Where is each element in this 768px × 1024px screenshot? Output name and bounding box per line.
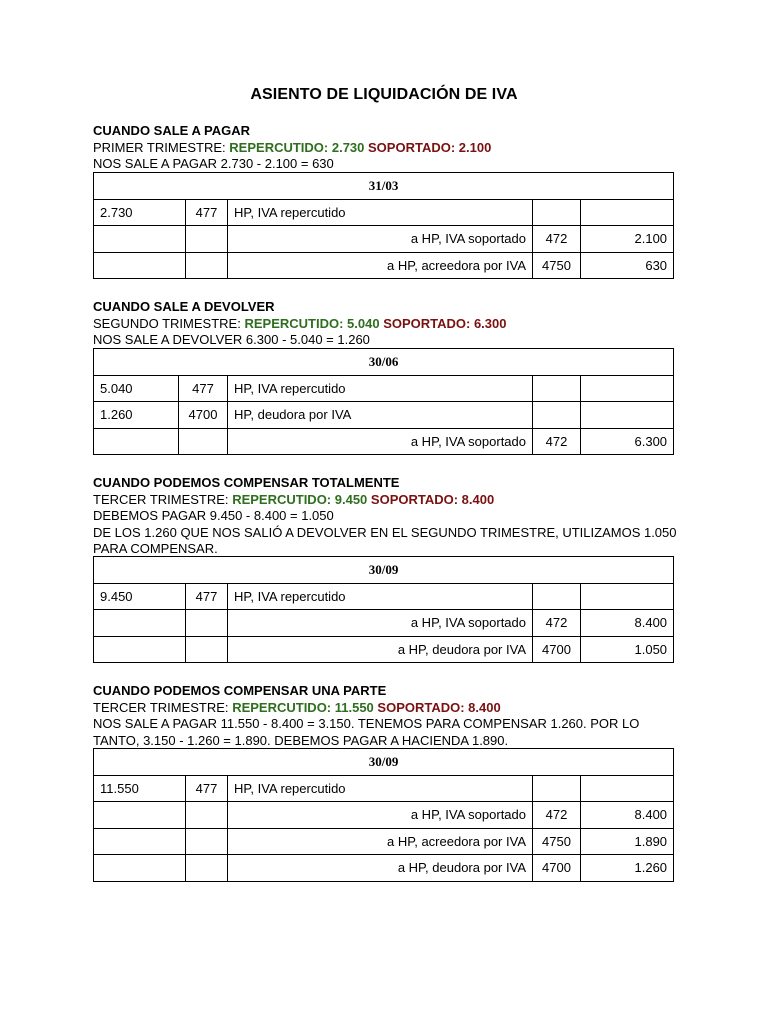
calc-note: DE LOS 1.260 QUE NOS SALIÓ A DEVOLVER EN EL SEGUNDO TRIMESTRE, UTILIZAMOS 1.050 PARA COMPENSAR. [93,524,677,556]
debit-amount: 2.730 [94,199,186,226]
quarter-line [93,700,678,717]
entry-date: 30/09 [94,557,674,584]
journal-entry-table [93,556,674,663]
debit-account [186,636,228,663]
credit-account [533,775,581,802]
section-compensar-parte [93,683,678,749]
calc-note: DEBEMOS PAGAR 9.450 - 8.400 = 1.050 [93,508,334,523]
credit-account: 4700 [533,636,581,663]
credit-concept: a HP, deudora por IVA [228,855,533,882]
credit-concept: a HP, acreedora por IVA [228,252,533,279]
credit-amount: 1.890 [581,828,674,855]
soportado-value: SOPORTADO: 6.300 [383,315,507,331]
quarter-line [93,492,678,509]
credit-amount: 630 [581,252,674,279]
credit-account: 472 [533,610,581,637]
debit-concept: HP, IVA repercutido [228,583,533,610]
journal-entry-table [93,172,674,279]
credit-concept: a HP, IVA soportado [228,802,533,829]
journal-entry-table [93,748,674,882]
section-pagar [93,123,678,173]
table-row [94,226,674,253]
soportado-value: SOPORTADO: 8.400 [377,699,501,715]
credit-account: 4750 [533,252,581,279]
quarter-label: PRIMER TRIMESTRE: [93,139,226,155]
debit-amount: 9.450 [94,583,186,610]
calc-note: NOS SALE A PAGAR 2.730 - 2.100 = 630 [93,156,334,171]
credit-account [533,375,581,402]
credit-amount: 1.050 [581,636,674,663]
credit-account: 472 [533,428,581,455]
debit-account [186,252,228,279]
debit-account [186,855,228,882]
debit-account [186,828,228,855]
table-row [94,828,674,855]
table-row [94,199,674,226]
credit-account: 4700 [533,855,581,882]
table-row [94,610,674,637]
quarter-label: TERCER TRIMESTRE: [93,491,229,507]
table-row [94,252,674,279]
debit-amount [94,428,179,455]
section-devolver [93,299,678,349]
credit-amount: 6.300 [581,428,674,455]
table-row [94,402,674,429]
section-compensar-totalmente [93,475,678,558]
debit-account: 477 [186,199,228,226]
credit-account [533,583,581,610]
section-heading: CUANDO SALE A PAGAR [93,123,250,138]
debit-amount [94,252,186,279]
credit-amount: 8.400 [581,610,674,637]
credit-concept: a HP, IVA soportado [228,610,533,637]
date-row [94,749,674,776]
section-heading: CUANDO SALE A DEVOLVER [93,299,275,314]
entry-date: 30/09 [94,749,674,776]
debit-account: 477 [186,583,228,610]
debit-concept: HP, IVA repercutido [228,199,533,226]
credit-account [533,402,581,429]
debit-amount [94,828,186,855]
table-row [94,775,674,802]
debit-amount: 1.260 [94,402,179,429]
debit-amount [94,226,186,253]
quarter-line [93,316,678,333]
quarter-label: SEGUNDO TRIMESTRE: [93,315,241,331]
debit-amount [94,610,186,637]
entry-date: 30/06 [94,349,674,376]
repercutido-value: REPERCUTIDO: 2.730 [229,139,365,155]
entry-date: 31/03 [94,173,674,200]
credit-concept: a HP, deudora por IVA [228,636,533,663]
debit-amount: 11.550 [94,775,186,802]
journal-entry-table [93,348,674,455]
debit-concept: HP, IVA repercutido [228,775,533,802]
debit-account [179,428,228,455]
debit-account: 477 [186,775,228,802]
debit-concept: HP, deudora por IVA [228,402,533,429]
debit-concept: HP, IVA repercutido [228,375,533,402]
debit-amount [94,802,186,829]
debit-amount: 5.040 [94,375,179,402]
credit-account: 472 [533,226,581,253]
calc-note: NOS SALE A PAGAR 11.550 - 8.400 = 3.150. TENEMOS PARA COMPENSAR 1.260. POR LO TANTO, 3.150 - 1.260 = 1.890. DEBEMOS PAGAR A HACIENDA 1.890. [93,716,640,748]
calc-note: NOS SALE A DEVOLVER 6.300 - 5.040 = 1.260 [93,332,370,347]
debit-amount [94,855,186,882]
debit-account: 477 [179,375,228,402]
repercutido-value: REPERCUTIDO: 11.550 [232,699,374,715]
debit-account [186,226,228,253]
table-row [94,375,674,402]
credit-amount [581,375,674,402]
quarter-label: TERCER TRIMESTRE: [93,699,229,715]
credit-amount [581,775,674,802]
debit-account [186,610,228,637]
credit-account [533,199,581,226]
document-title: ASIENTO DE LIQUIDACIÓN DE IVA [250,86,518,103]
credit-account: 472 [533,802,581,829]
soportado-value: SOPORTADO: 2.100 [368,139,492,155]
credit-amount: 2.100 [581,226,674,253]
repercutido-value: REPERCUTIDO: 9.450 [232,491,368,507]
table-row [94,428,674,455]
date-row [94,557,674,584]
table-row [94,855,674,882]
date-row [94,173,674,200]
quarter-line [93,140,678,157]
debit-account: 4700 [179,402,228,429]
section-heading: CUANDO PODEMOS COMPENSAR TOTALMENTE [93,475,400,490]
debit-account [186,802,228,829]
credit-concept: a HP, IVA soportado [228,226,533,253]
section-heading: CUANDO PODEMOS COMPENSAR UNA PARTE [93,683,387,698]
credit-amount: 1.260 [581,855,674,882]
credit-amount [581,583,674,610]
table-row [94,636,674,663]
credit-amount [581,199,674,226]
credit-concept: a HP, acreedora por IVA [228,828,533,855]
table-row [94,583,674,610]
credit-account: 4750 [533,828,581,855]
table-row [94,802,674,829]
credit-concept: a HP, IVA soportado [228,428,533,455]
credit-amount: 8.400 [581,802,674,829]
soportado-value: SOPORTADO: 8.400 [370,491,495,507]
debit-amount [94,636,186,663]
date-row [94,349,674,376]
repercutido-value: REPERCUTIDO: 5.040 [244,315,380,331]
credit-amount [581,402,674,429]
